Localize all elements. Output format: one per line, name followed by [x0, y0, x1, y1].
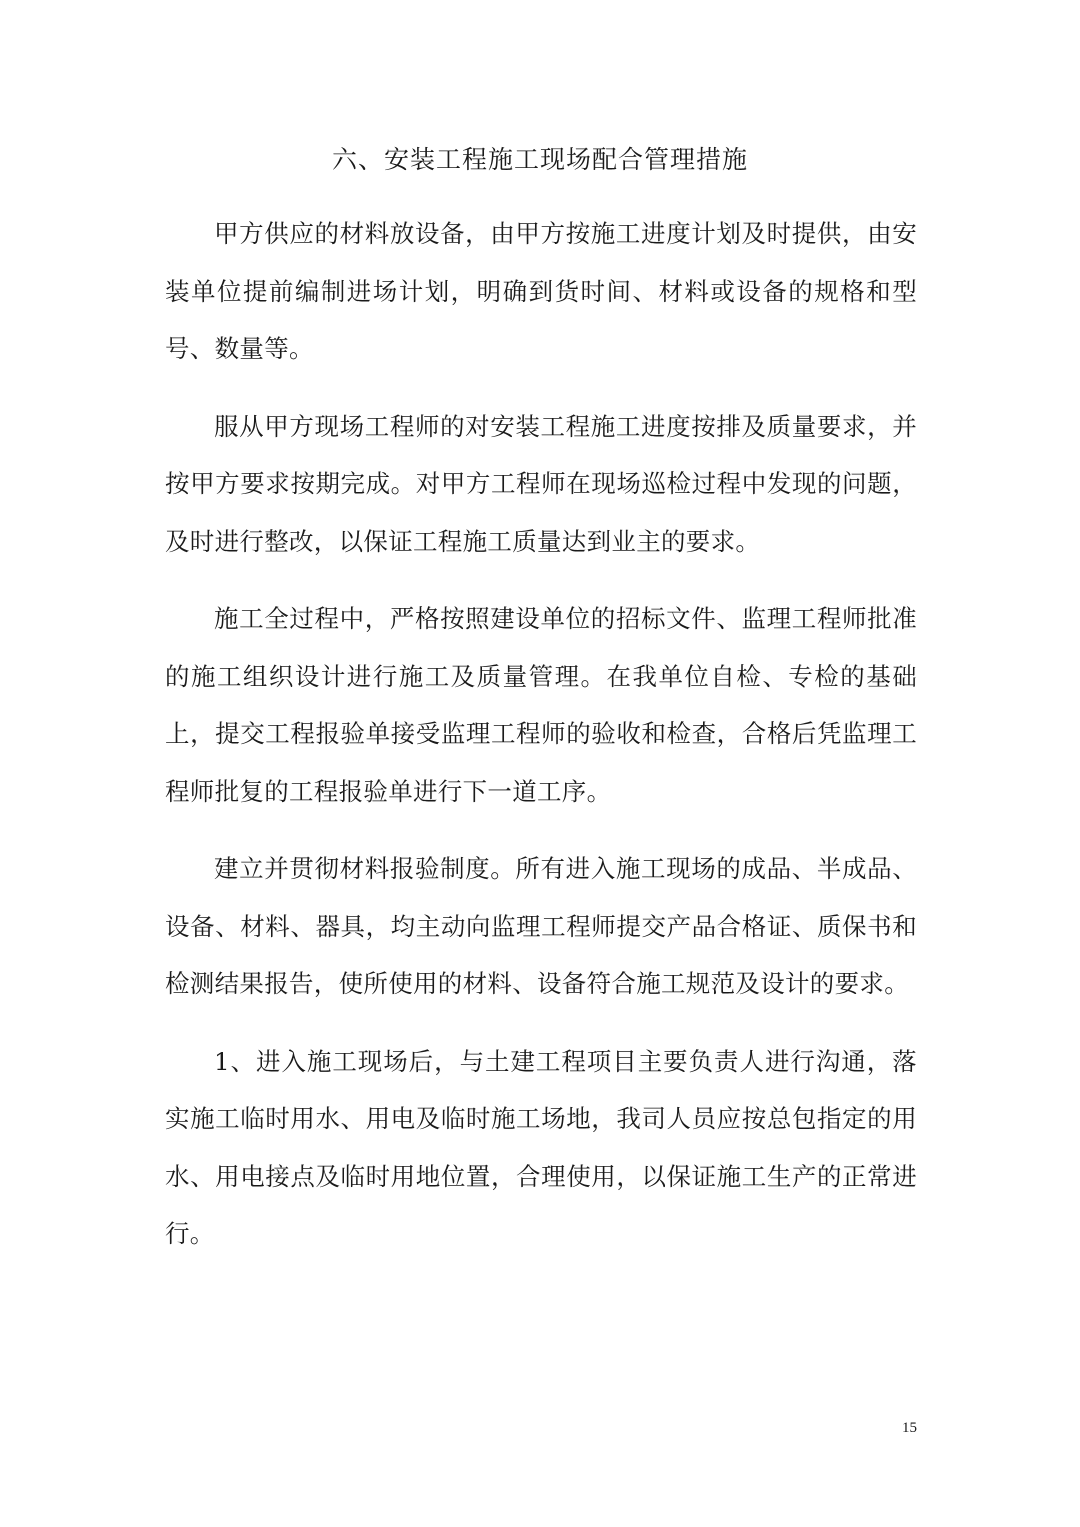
section-title: 六、安装工程施工现场配合管理措施 — [331, 145, 748, 174]
paragraph-schedule-compliance: 服从甲方现场工程师的对安装工程施工进度按排及质量要求，并按甲方要求按期完成。对甲方工程师在现场巡检过程中发现的问题，及时进行整改，以保证工程施工质量达到业主的要求。 — [165, 411, 917, 556]
paragraph-material-inspection: 建立并贯彻材料报验制度。所有进入施工现场的成品、半成品、设备、材料、器具，均主动向监理工程师提交产品合格证、质保书和检测结果报告，使所使用的材料、设备符合施工规范及设计的要求。 — [165, 854, 917, 998]
paragraph-site-coordination: 1、进入施工现场后，与土建工程项目主要负责人进行沟通，落实施工临时用水、用电及临时施工场地，我司人员应按总包指定的用水、用电接点及临时用地位置，合理使用，以保证施工生产的正常进行。 — [165, 1046, 917, 1248]
paragraph-material-supply: 甲方供应的材料放设备，由甲方按施工进度计划及时提供，由安装单位提前编制进场计划，明确到货时间、材料或设备的规格和型号、数量等。 — [165, 219, 917, 363]
page-number: 15 — [902, 1420, 917, 1436]
paragraph-quality-management: 施工全过程中，严格按照建设单位的招标文件、监理工程师批准的施工组织设计进行施工及质量管理。在我单位自检、专检的基础上，提交工程报验单接受监理工程师的验收和检查，合格后凭监理工程师批复的工程报验单进行下一道工序。 — [165, 604, 917, 806]
document-body — [165, 205, 917, 1283]
